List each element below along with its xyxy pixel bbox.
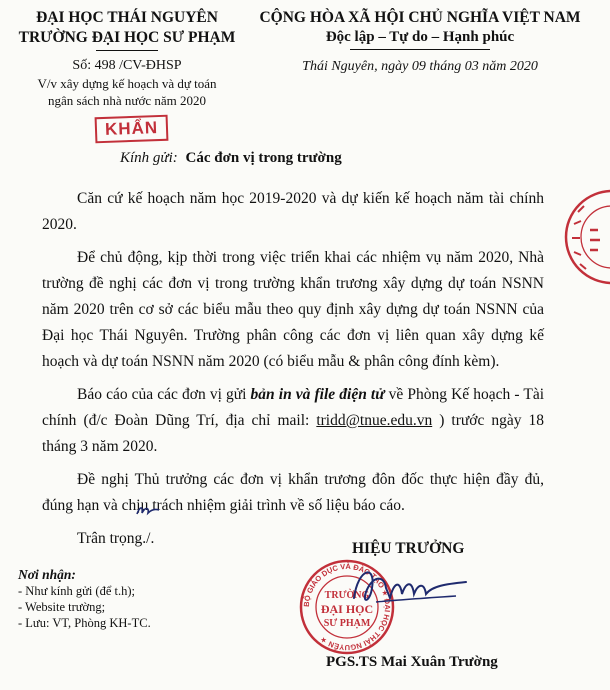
subject-line-2: ngân sách nhà nước năm 2020 — [48, 93, 206, 108]
signer-name: PGS.TS Mai Xuân Trường — [326, 654, 498, 670]
body-paragraph-1: Căn cứ kế hoạch năm học 2019-2020 và dự kiến kế hoạch năm tài chính 2020. — [42, 190, 544, 233]
recipient-item: - Website trường; — [18, 600, 106, 614]
body-paragraph-2: Để chủ động, kịp thời trong việc triển khai các nhiệm vụ năm 2020, Nhà trường đề nghị các đơn vị trong trường khẩn trương xây dựng dự toán NSNN năm 2020 trên cơ sở các biểu mẫu theo quy định xây dựng dự toán NSNN của Đại học Thái Nguyên. Trường phân công các đơn vị liên quan xây dựng kế hoạch và dự toán NSNN năm 2020 (có biểu mẫu & phân công đính kèm). — [42, 249, 544, 370]
initials-mark — [134, 500, 162, 520]
seal-ring-text: BỘ GIÁO DỤC VÀ ĐÀO TẠO ★ ĐẠI HỌC THÁI NGUYÊN ★ — [301, 561, 393, 653]
org-parent: ĐẠI HỌC THÁI NGUYÊN — [36, 9, 218, 26]
nation-title: CỘNG HÒA XÃ HỘI CHỦ NGHĨA VIỆT NAM — [259, 9, 581, 26]
handwritten-signature — [336, 558, 476, 618]
seal-line-2: ĐẠI HỌC — [320, 602, 374, 616]
addressee-value: Các đơn vị trong trường — [185, 150, 342, 166]
body-paragraph-3 — [42, 382, 544, 460]
doc-number: Số: 498 /CV-ĐHSP — [72, 58, 182, 73]
seal-line-1: TRƯỜNG — [324, 590, 370, 601]
addressee — [120, 150, 342, 167]
recipient-item: - Lưu: VT, Phòng KH-TC. — [18, 616, 151, 630]
recipients — [18, 566, 278, 631]
p3-text-b: về Phòng Kế hoạch - Tài chính (đ/c Đoàn Dũng Trí, địa chỉ mail: — [42, 386, 545, 429]
header-left — [16, 8, 238, 109]
header-left-rule — [96, 50, 158, 51]
edge-seal-partial — [560, 182, 610, 292]
recipient-item: - Như kính gửi (để t.h); — [18, 584, 136, 598]
p3-text-a: Báo cáo của các đơn vị gửi — [77, 386, 247, 403]
p3-text-c: ) trước ngày 18 tháng 3 năm 2020. — [42, 412, 544, 455]
urgent-stamp: KHẨN — [95, 115, 169, 144]
letter-body — [42, 186, 544, 552]
place-date: Thái Nguyên, ngày 09 tháng 03 năm 2020 — [302, 59, 538, 74]
p3-emphasis: bản in và file điện tử — [250, 386, 385, 403]
subject-line-1: V/v xây dựng kế hoạch và dự toán — [37, 76, 217, 91]
addressee-label: Kính gửi: — [120, 150, 178, 166]
motto: Độc lập – Tự do – Hạnh phúc — [325, 29, 515, 45]
signer-title: HIỆU TRƯỞNG — [352, 540, 465, 557]
org-name: TRƯỜNG ĐẠI HỌC SƯ PHẠM — [18, 29, 236, 46]
body-paragraph-4: Đề nghị Thủ trưởng các đơn vị khẩn trương đôn đốc thực hiện đầy đủ, đúng hạn và chịu trách nhiệm giải trình về số liệu báo cáo. — [42, 471, 544, 514]
recipients-title: Nơi nhận: — [18, 567, 76, 582]
email-link[interactable]: tridd@tnue.edu.vn — [316, 412, 433, 429]
closing: Trân trọng./. — [77, 530, 155, 547]
header-right — [250, 8, 590, 76]
seal-line-3: SƯ PHẠM — [323, 618, 371, 629]
header-right-rule — [350, 49, 490, 50]
